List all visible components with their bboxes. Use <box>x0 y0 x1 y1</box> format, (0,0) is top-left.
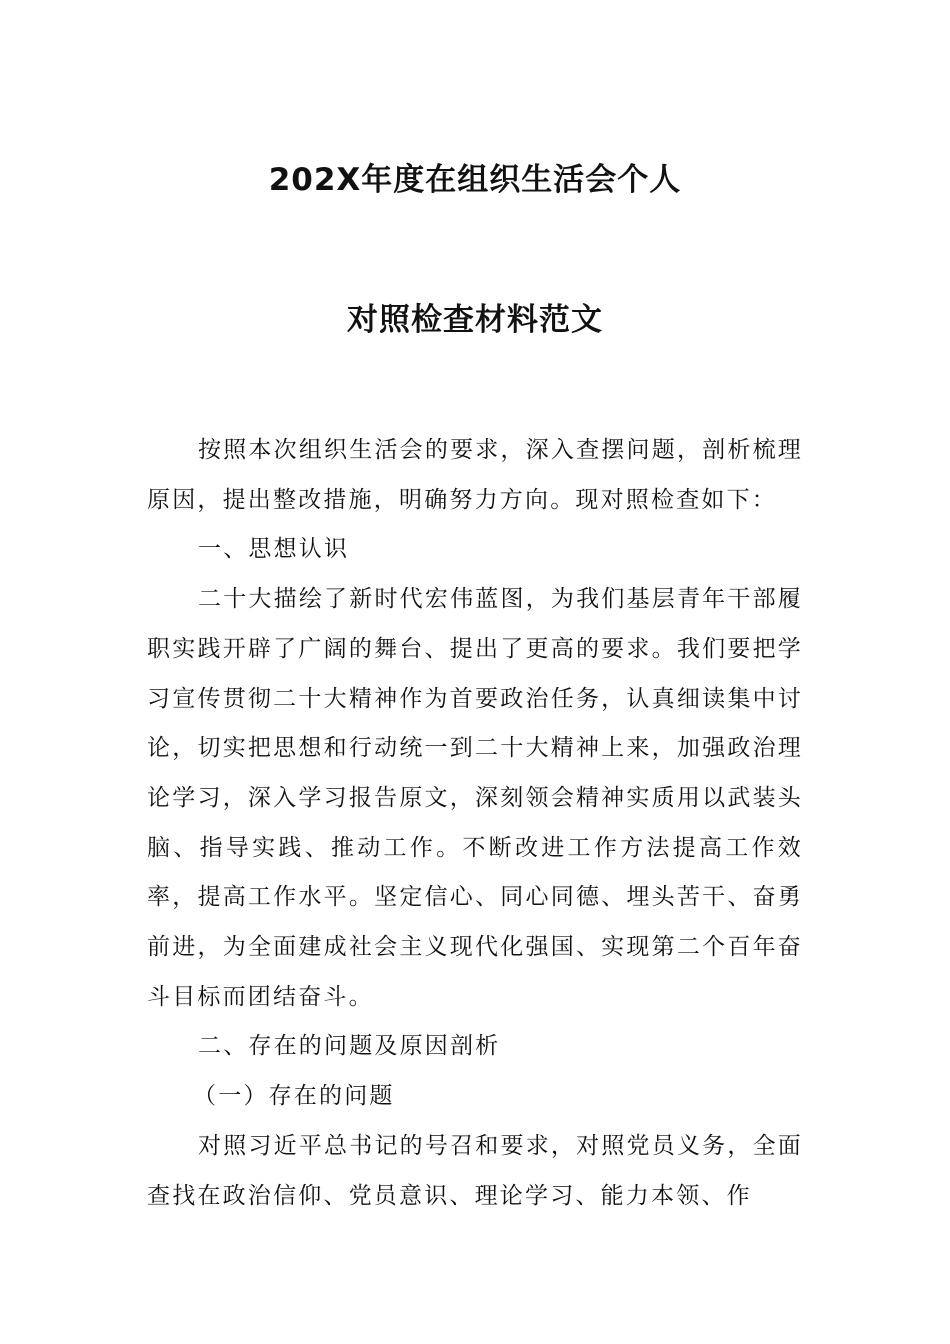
section-2-heading: 二、存在的问题及原因剖析 <box>198 1033 501 1060</box>
section-1-heading: 一、思想认识 <box>198 536 350 563</box>
intro-paragraph: 按照本次组织生活会的要求，深入查摆问题，剖析梳理原因，提出整改措施，明确努力方向。现对照检查如下： <box>147 437 803 513</box>
section-1-paragraph: 二十大描绘了新时代宏伟蓝图，为我们基层青年干部履职实践开辟了广阔的舞台、提出了更高的要求。我们要把学习宣传贯彻二十大精神作为首要政治任务，认真细读集中讨论，切实把思想和行动统一到二十大精神上来，加强政治理论学习，深入学习报告原文，深刻领会精神实质用以武装头脑、指导实践、推动工作。不断改进工作方法提高工作效率，提高工作水平。坚定信心、同心同德、埋头苦干、奋勇前进，为全面建成社会主义现代化强国、实现第二个百年奋斗目标而团结奋斗。 <box>147 586 803 1010</box>
document-title-line-1: 202X年度在组织生活会个人 <box>268 162 682 198</box>
section-2-subheading-1: （一）存在的问题 <box>193 1083 395 1110</box>
section-2-paragraph: 对照习近平总书记的号召和要求，对照党员义务，全面查找在政治信仰、党员意识、理论学习、能力本领、作 <box>147 1132 803 1209</box>
document-body <box>147 426 803 1221</box>
document-title-line-2: 对照检查材料范文 <box>347 302 603 338</box>
